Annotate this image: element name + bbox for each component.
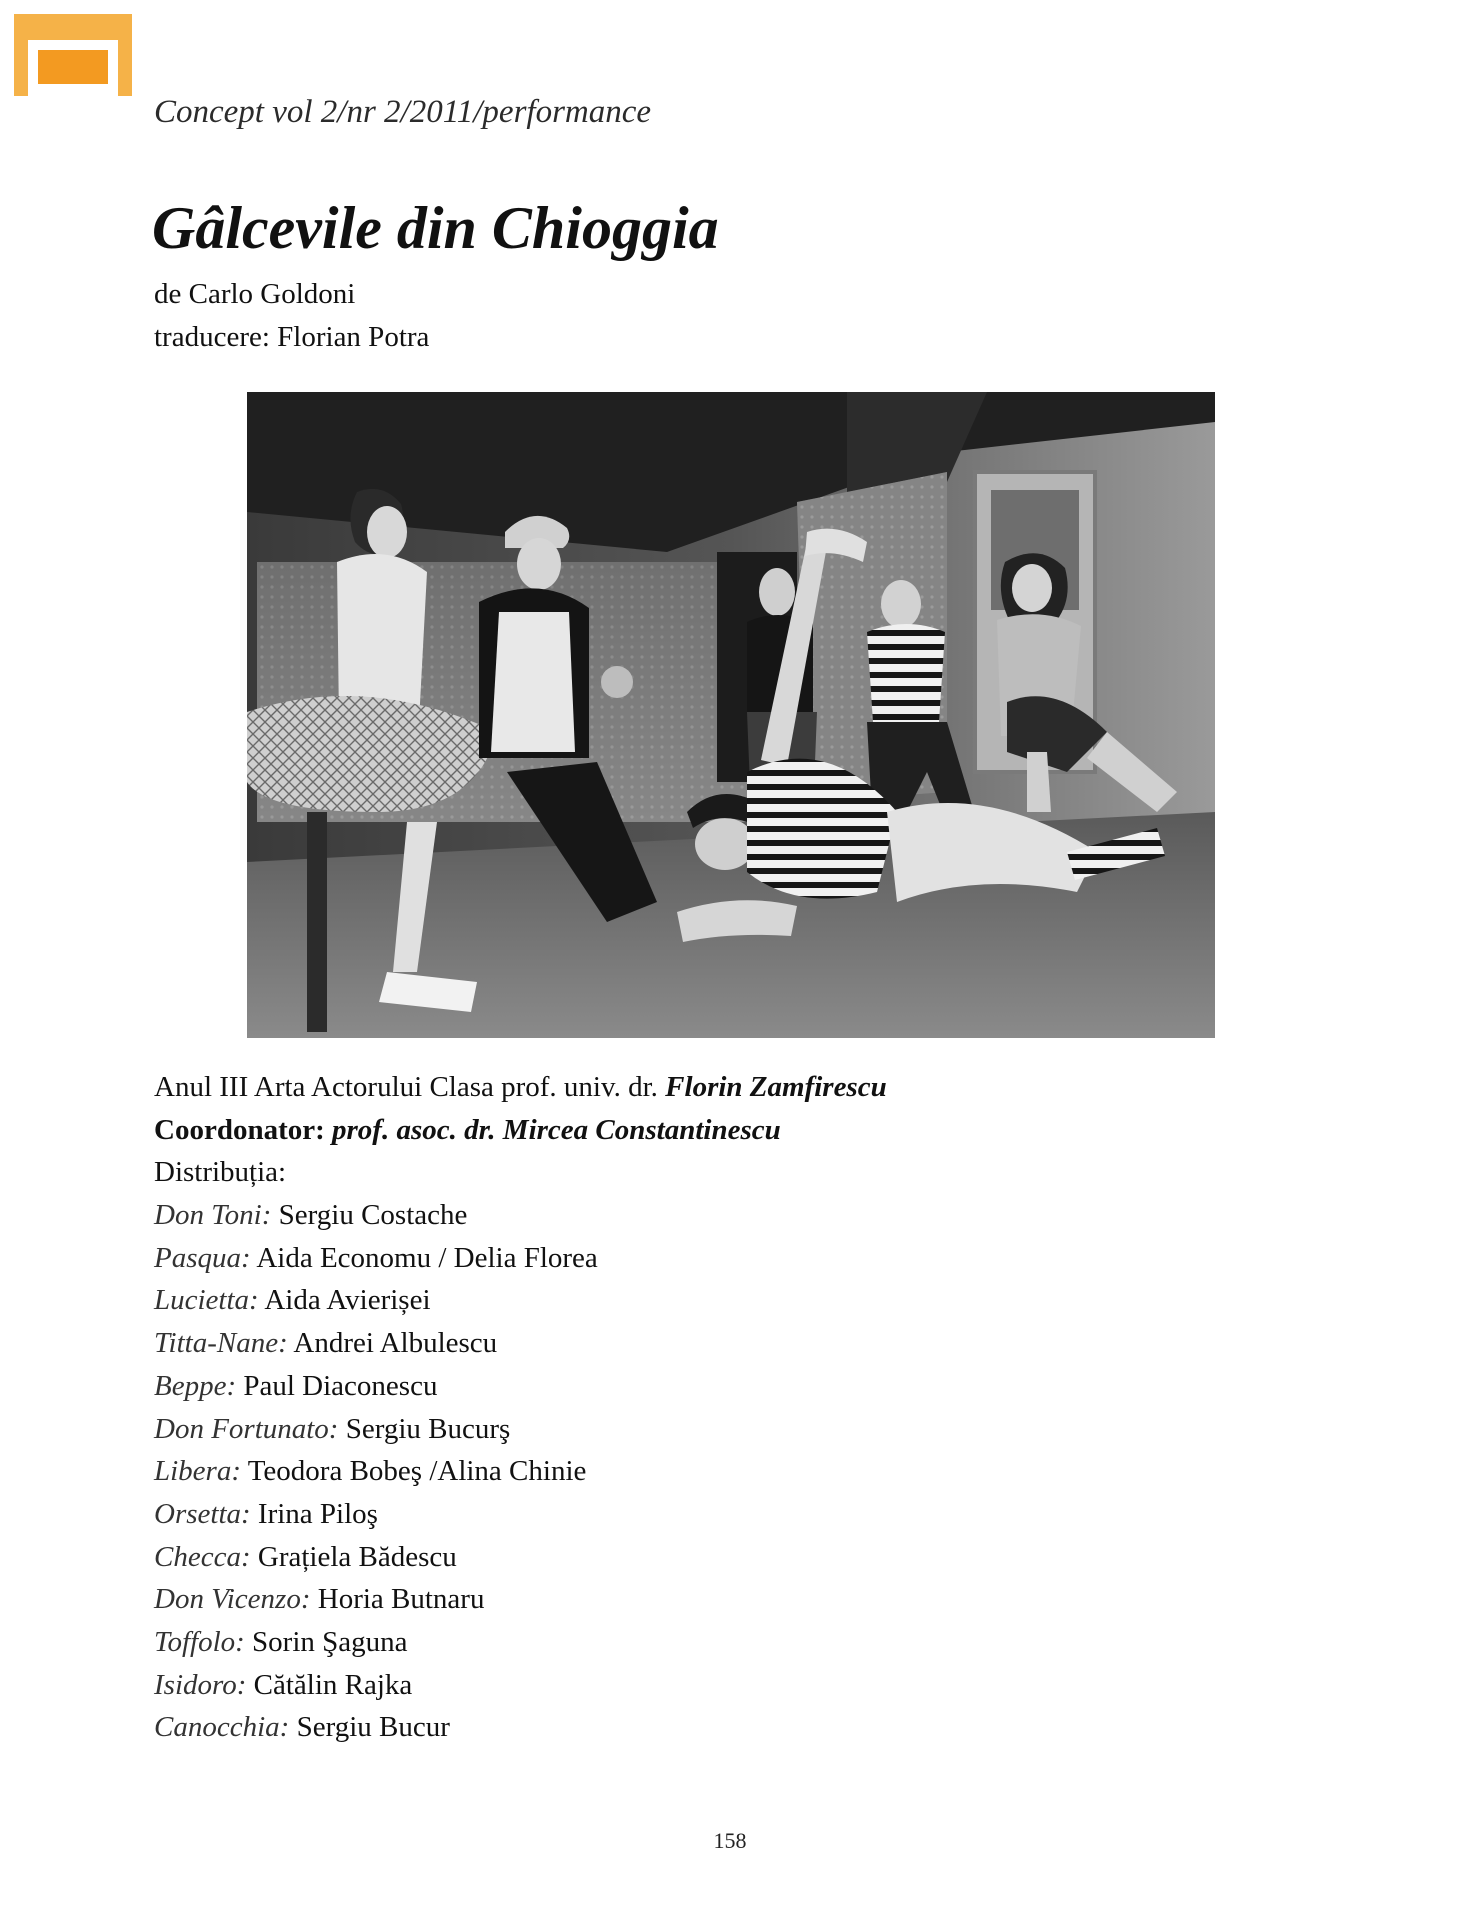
cast-item <box>154 1706 887 1749</box>
cast-role: Lucietta: <box>154 1284 259 1317</box>
cast-actor: Aida Avierișei <box>258 1284 431 1317</box>
cast-item <box>154 1194 887 1237</box>
cast-role: Pasqua: <box>154 1241 251 1274</box>
cast-item <box>154 1322 887 1365</box>
cast-item <box>154 1365 887 1408</box>
cast-actor: Paul Diaconescu <box>236 1369 438 1402</box>
class-prefix: Anul III Arta Actorului Clasa prof. univ. dr. <box>154 1071 666 1103</box>
cast-role: Titta-Nane: <box>154 1327 288 1360</box>
cast-item <box>154 1279 887 1322</box>
cast-item <box>154 1578 887 1621</box>
cast-role: Isidoro: <box>154 1668 247 1701</box>
cast-role: Beppe: <box>154 1369 237 1402</box>
cast-role: Don Toni: <box>154 1199 272 1232</box>
cast-item <box>154 1536 887 1579</box>
cast-actor: Sergiu Bucurş <box>338 1412 511 1445</box>
translation-line: traducere: Florian Potra <box>154 321 430 353</box>
author-line: de Carlo Goldoni <box>154 278 356 310</box>
cast-actor: Grațiela Bădescu <box>250 1540 457 1573</box>
cast-item <box>154 1664 887 1707</box>
class-line <box>154 1066 887 1109</box>
performance-photo <box>247 392 1215 1038</box>
cast-actor: Sorin Şaguna <box>244 1625 408 1658</box>
cast-item <box>154 1408 887 1451</box>
class-professor: Florin Zamfirescu <box>665 1071 887 1103</box>
cast-role: Toffolo: <box>154 1625 245 1658</box>
cast-actor: Irina Piloş <box>250 1497 378 1530</box>
logo-bar <box>38 50 108 84</box>
cast-heading: Distribuția: <box>154 1156 287 1189</box>
credits-block <box>154 1066 887 1749</box>
cast-role: Don Vicenzo: <box>154 1583 311 1616</box>
cast-actor: Cătălin Rajka <box>246 1668 413 1701</box>
cast-role: Checca: <box>154 1540 251 1573</box>
journal-logo <box>14 14 132 96</box>
coordinator-line <box>154 1109 887 1152</box>
cast-role: Don Fortunato: <box>154 1412 339 1445</box>
article-title: Gâlcevile din Chioggia <box>152 195 719 261</box>
page-number: 158 <box>713 1828 747 1853</box>
cast-actor: Sergiu Costache <box>271 1199 468 1232</box>
cast-item <box>154 1237 887 1280</box>
coordinator-name: prof. asoc. dr. Mircea Constantinescu <box>324 1113 781 1146</box>
running-head: Concept vol 2/nr 2/2011/performance <box>154 94 652 130</box>
cast-item <box>154 1621 887 1664</box>
cast-role: Canocchia: <box>154 1711 290 1744</box>
cast-actor: Andrei Albulescu <box>287 1327 498 1360</box>
coordinator-label: Coordonator: <box>154 1113 325 1146</box>
cast-actor: Teodora Bobeş /Alina Chinie <box>241 1455 587 1488</box>
cast-actor: Sergiu Bucur <box>289 1711 450 1744</box>
cast-actor: Horia Butnaru <box>310 1583 485 1616</box>
cast-item <box>154 1450 887 1493</box>
cast-role: Libera: <box>154 1455 241 1488</box>
cast-role: Orsetta: <box>154 1497 251 1530</box>
cast-item <box>154 1493 887 1536</box>
cast-actor: Aida Economu / Delia Florea <box>250 1241 598 1274</box>
